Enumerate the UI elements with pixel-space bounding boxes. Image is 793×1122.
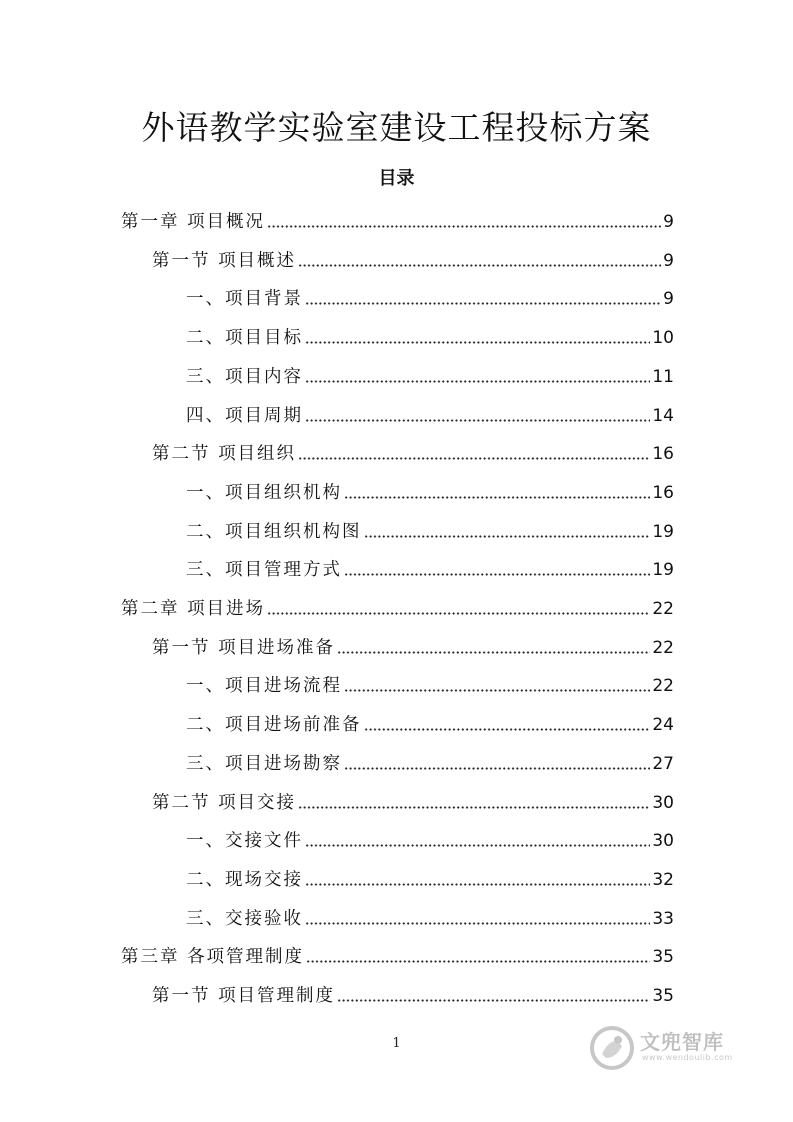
toc-dot-leader bbox=[305, 341, 650, 344]
toc-entry[interactable] bbox=[186, 669, 674, 699]
toc-entry-page: 10 bbox=[652, 328, 674, 349]
toc-entry-label: 第二章 项目进场 bbox=[121, 599, 266, 619]
toc-dot-leader bbox=[305, 419, 650, 422]
toc-entry-page: 22 bbox=[652, 637, 674, 658]
toc-entry[interactable] bbox=[152, 979, 674, 1009]
toc-entry[interactable] bbox=[186, 321, 674, 351]
toc-entry-label: 第二节 项目交接 bbox=[152, 792, 297, 813]
toc-entry-label: 第三章 各项管理制度 bbox=[121, 947, 305, 968]
toc-entry-page: 22 bbox=[652, 599, 674, 619]
toc-entry-label: 三、项目内容 bbox=[186, 366, 303, 387]
toc-entry-page: 30 bbox=[652, 792, 674, 813]
toc-entry-label: 一、项目背景 bbox=[186, 289, 303, 310]
toc-entry-page: 16 bbox=[652, 482, 674, 503]
toc-dot-leader bbox=[344, 496, 650, 499]
toc-entry[interactable] bbox=[121, 205, 674, 235]
toc-entry[interactable] bbox=[186, 824, 674, 854]
toc-dot-leader bbox=[364, 535, 651, 538]
toc-entry-page: 33 bbox=[652, 908, 674, 929]
toc-entry-label: 一、项目进场流程 bbox=[186, 676, 342, 697]
toc-dot-leader bbox=[344, 689, 650, 692]
toc-entry-page: 22 bbox=[652, 676, 674, 697]
toc-entry[interactable] bbox=[186, 282, 674, 312]
toc-entry-label: 第一节 项目管理制度 bbox=[152, 986, 336, 1006]
toc-entry-label: 第一节 项目进场准备 bbox=[152, 637, 336, 658]
toc-entry[interactable] bbox=[152, 437, 674, 467]
toc-entry-page: 9 bbox=[663, 289, 674, 310]
toc-dot-leader bbox=[344, 573, 650, 576]
toc-entry[interactable] bbox=[186, 360, 674, 390]
toc-entry-label: 一、项目组织机构 bbox=[186, 482, 342, 503]
toc-entry-page: 9 bbox=[663, 250, 674, 271]
toc-dot-leader bbox=[305, 380, 650, 383]
toc-entry[interactable] bbox=[186, 902, 674, 932]
toc-entry[interactable] bbox=[152, 631, 674, 661]
toc-entry-page: 30 bbox=[652, 831, 674, 852]
toc-entry-page: 16 bbox=[652, 444, 674, 465]
toc-entry-label: 第一章 项目概况 bbox=[121, 212, 266, 232]
toc-entry-label: 一、交接文件 bbox=[186, 831, 303, 852]
toc-entry-label: 三、项目管理方式 bbox=[186, 560, 342, 581]
toc-entry-page: 19 bbox=[652, 560, 674, 581]
toc-heading: 目录 bbox=[378, 168, 415, 189]
toc-dot-leader bbox=[305, 922, 650, 925]
toc-entry[interactable] bbox=[152, 786, 674, 816]
toc-dot-leader bbox=[306, 960, 650, 963]
toc-dot-leader bbox=[267, 225, 661, 228]
toc-dot-leader bbox=[344, 767, 650, 770]
document-title: 外语教学实验室建设工程投标方案 bbox=[141, 108, 652, 147]
toc-entry-label: 二、项目组织机构图 bbox=[186, 521, 362, 542]
toc-entry[interactable] bbox=[186, 476, 674, 506]
toc-entry-page: 32 bbox=[652, 869, 674, 890]
toc-entry[interactable] bbox=[186, 515, 674, 545]
watermark-url: www.wendoulib.com bbox=[642, 1053, 733, 1062]
toc-entry-page: 9 bbox=[663, 212, 674, 232]
toc-entry-label: 二、现场交接 bbox=[186, 869, 303, 890]
toc-entry-page: 24 bbox=[652, 715, 674, 736]
toc-dot-leader bbox=[298, 264, 661, 267]
toc-dot-leader bbox=[267, 612, 650, 615]
toc-entry-label: 第一节 项目概述 bbox=[152, 250, 297, 271]
toc-entry[interactable] bbox=[186, 708, 674, 738]
toc-dot-leader bbox=[305, 844, 650, 847]
toc-entry-page: 35 bbox=[652, 986, 674, 1006]
toc-dot-leader bbox=[364, 728, 651, 731]
toc-entry[interactable] bbox=[121, 940, 674, 970]
toc-entry-label: 二、项目进场前准备 bbox=[186, 715, 362, 736]
toc-entry-page: 35 bbox=[652, 947, 674, 968]
toc-entry-label: 四、项目周期 bbox=[186, 405, 303, 426]
toc-entry-page: 11 bbox=[652, 366, 674, 387]
toc-dot-leader bbox=[337, 999, 650, 1002]
toc-dot-leader bbox=[305, 302, 661, 305]
toc-entry-label: 二、项目目标 bbox=[186, 328, 303, 349]
toc-dot-leader bbox=[298, 457, 650, 460]
toc-entry[interactable] bbox=[186, 863, 674, 893]
page-number: 1 bbox=[392, 1036, 401, 1051]
toc-entry-page: 19 bbox=[652, 521, 674, 542]
toc-entry-page: 14 bbox=[652, 405, 674, 426]
toc-entry[interactable] bbox=[186, 399, 674, 429]
watermark-text: 文兜智库 bbox=[640, 1030, 724, 1054]
toc-dot-leader bbox=[337, 651, 650, 654]
toc-dot-leader bbox=[298, 806, 650, 809]
toc-entry-page: 27 bbox=[652, 753, 674, 774]
toc-entry-label: 第二节 项目组织 bbox=[152, 444, 297, 465]
toc-entry-label: 三、交接验收 bbox=[186, 908, 303, 929]
watermark bbox=[588, 1022, 758, 1074]
toc-entry-label: 三、项目进场勘察 bbox=[186, 753, 342, 774]
toc-entry[interactable] bbox=[121, 592, 674, 622]
toc-entry[interactable] bbox=[152, 244, 674, 274]
toc-entry[interactable] bbox=[186, 747, 674, 777]
toc-entry[interactable] bbox=[186, 553, 674, 583]
toc-dot-leader bbox=[305, 883, 650, 886]
wendou-logo-icon bbox=[588, 1024, 636, 1072]
